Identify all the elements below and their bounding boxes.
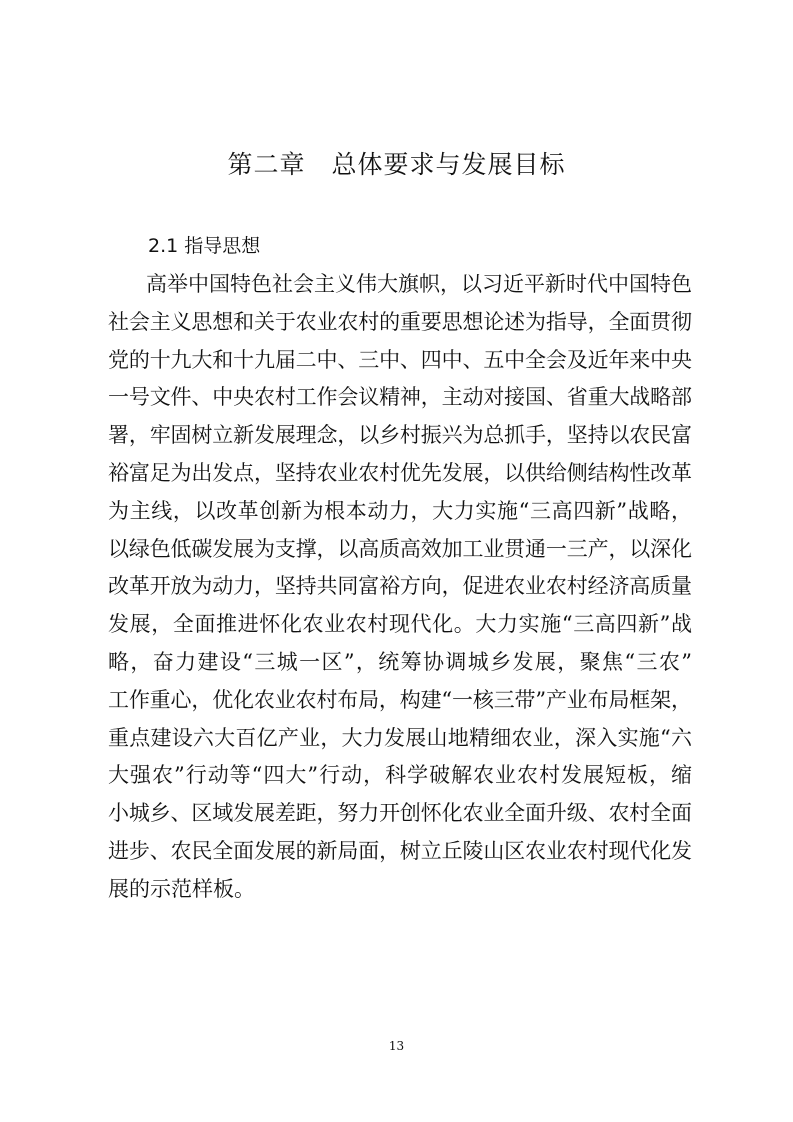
paragraph-line: 进步、农民全面发展的新局面，树立丘陵山区农业农村现代化发 — [108, 838, 692, 863]
paragraph-line: 小城乡、区域发展差距，努力开创怀化农业全面升级、农村全面 — [108, 801, 692, 826]
paragraph-line: 裕富足为出发点，坚持农业农村优先发展，以供给侧结构性改革 — [108, 460, 692, 485]
paragraph-line: 署，牢固树立新发展理念，以乡村振兴为总抓手，坚持以农民富 — [108, 423, 692, 448]
paragraph-line: 党的十九大和十九届二中、三中、四中、五中全会及近年来中央 — [108, 347, 692, 372]
section-heading: 2.1 指导思想 — [148, 235, 261, 257]
paragraph-line: 重点建设六大百亿产业，大力发展山地精细农业，深入实施“六 — [108, 725, 693, 750]
paragraph-line: 一号文件、中央农村工作会议精神，主动对接国、省重大战略部 — [108, 385, 692, 410]
paragraph-line: 工作重心，优化农业农村布局，构建“一核三带”产业布局框架， — [108, 687, 692, 712]
guiding-ideology-paragraph — [108, 266, 692, 909]
page-number: 13 — [388, 1039, 405, 1053]
paragraph-line: 以绿色低碳发展为支撑，以高质高效加工业贯通一三产，以深化 — [108, 536, 692, 561]
paragraph-line: 大强农”行动等“四大”行动，科学破解农业农村发展短板，缩 — [108, 763, 693, 788]
paragraph-line: 改革开放为动力，坚持共同富裕方向，促进农业农村经济高质量 — [108, 574, 692, 599]
paragraph-line: 高举中国特色社会主义伟大旗帜，以习近平新时代中国特色 — [146, 272, 692, 296]
paragraph-line: 发展，全面推进怀化农业农村现代化。大力实施“三高四新”战 — [108, 612, 693, 637]
chapter-title: 第二章 总体要求与发展目标 — [227, 150, 566, 179]
paragraph-line: 为主线，以改革创新为根本动力，大力实施“三高四新”战略， — [108, 498, 693, 523]
paragraph-line: 展的示范样板。 — [108, 876, 255, 901]
paragraph-line: 社会主义思想和关于农业农村的重要思想论述为指导，全面贯彻 — [108, 309, 692, 334]
paragraph-line: 略，奋力建设“三城一区”，统筹协调城乡发展，聚焦“三农” — [108, 649, 694, 674]
